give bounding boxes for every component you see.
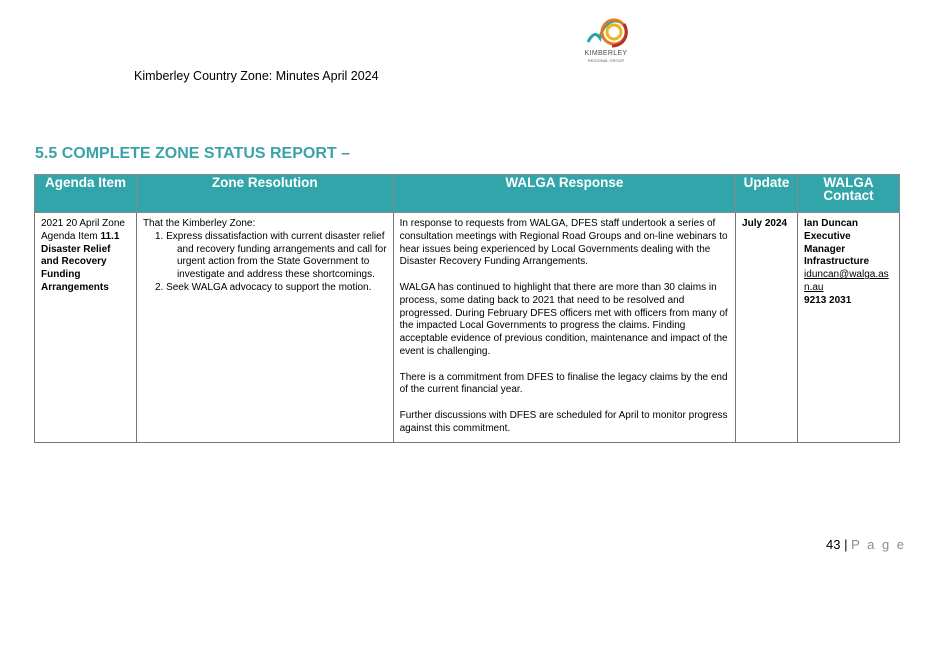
resolution-item: 2. Seek WALGA advocacy to support the motion. (154, 281, 372, 293)
contact-email-link[interactable]: iduncan@walga.asn.au (804, 269, 889, 293)
response-paragraph: In response to requests from WALGA, DFES staff undertook a series of consultation meetings with Regional Road Groups and on-line webinars to hear issues being experienced by Local Governments dealing with the Disaster Recovery Funding Arrangements. (399, 218, 728, 268)
section-title: 5.5 COMPLETE ZONE STATUS REPORT – (35, 145, 350, 162)
header-update: Update (736, 175, 798, 213)
status-report-table (34, 174, 900, 443)
logo-text: KIMBERLEY (584, 50, 628, 57)
kimberley-logo (578, 14, 634, 70)
update-cell (736, 213, 798, 443)
page-separator: | (840, 537, 852, 552)
response-cell (393, 213, 735, 443)
response-paragraph: There is a commitment from DFES to finalise the legacy claims by the end of the current financial year. (399, 371, 728, 396)
resolution-intro: That the Kimberley Zone: (142, 218, 256, 229)
document-header: Kimberley Country Zone: Minutes April 2024 (134, 69, 379, 83)
logo-subtext: REGIONAL GROUP (587, 58, 625, 63)
contact-cell (798, 213, 900, 443)
logo-swirl-icon (578, 14, 634, 50)
contact-phone: 9213 2031 (804, 294, 852, 306)
agenda-item-cell (35, 213, 137, 443)
response-paragraph: WALGA has continued to highlight that there are more than 30 claims in process, some dating back to 2021 that need to be resolved and progressed. During February DFES officers met with officers from many of the impacted Local Governments to progress the claims. Finding acceptable evidence of previous condition, maintenance and impact of the event is challenging. (399, 281, 728, 357)
agenda-title: 11.1 Disaster Relief and Recovery Funding Arrangements (41, 230, 120, 293)
update-date: July 2024 (742, 218, 788, 229)
contact-name: Ian Duncan (804, 218, 858, 229)
response-paragraph: Further discussions with DFES are scheduled for April to monitor progress against this commitment. (399, 409, 728, 434)
resolution-cell (136, 213, 393, 443)
resolution-item: 1. Express dissatisfaction with current disaster relief and recovery funding arrangements and call for urgent action from the State Government to investigate and address these shortcomings. (154, 230, 387, 281)
header-zone-resolution: Zone Resolution (136, 175, 393, 213)
contact-role: Executive Manager Infrastructure (804, 230, 870, 268)
table-row (35, 213, 900, 443)
header-walga-contact: WALGA Contact (798, 175, 900, 213)
table-header-row (35, 175, 900, 213)
agenda-text: 2021 20 April Zone Agenda Item (41, 218, 125, 242)
page-label: P a g e (851, 537, 907, 552)
header-walga-response: WALGA Response (393, 175, 735, 213)
page-footer (826, 537, 906, 552)
header-agenda-item: Agenda Item (35, 175, 137, 213)
page-number: 43 (826, 537, 841, 552)
